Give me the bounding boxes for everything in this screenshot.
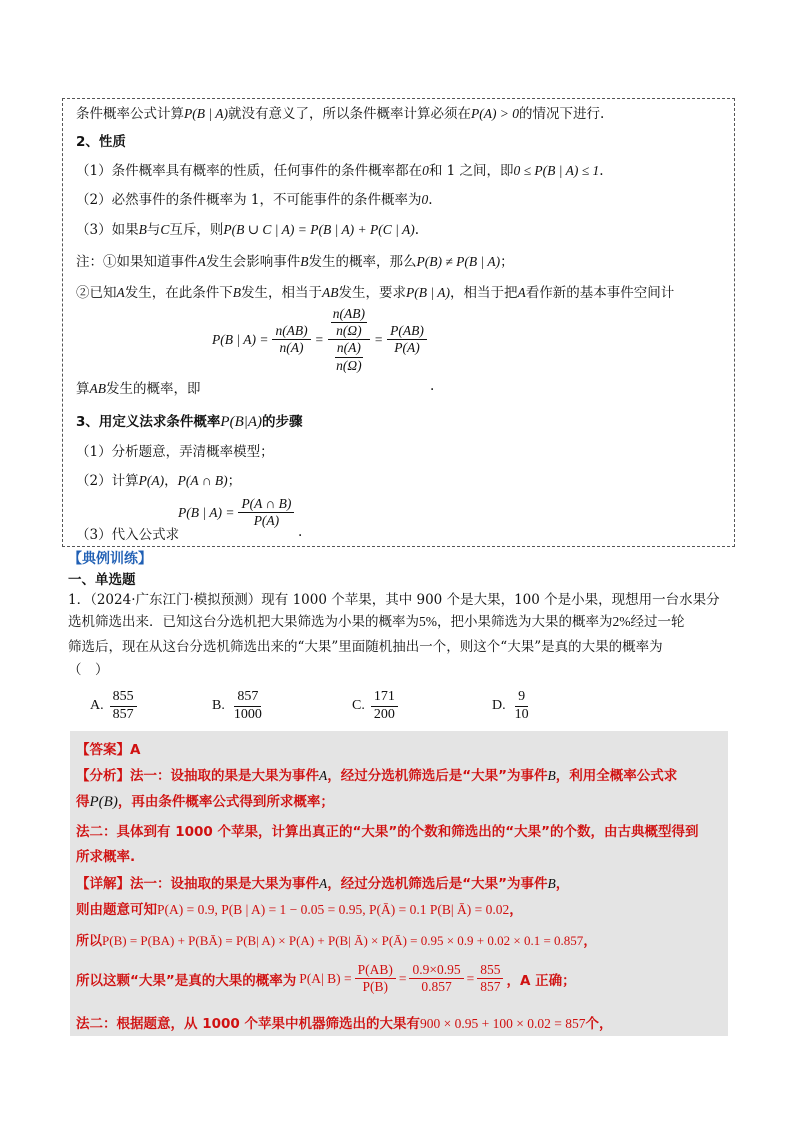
text: 所以这颗“大果”是真的大果的概率为 <box>76 972 297 989</box>
text: 发生会影响事件 <box>205 254 301 270</box>
math: P(B) = P(BA) + P(BĀ) = P(B| A) × P(A) + P(B| Ā) × P(Ā) = 0.95 × 0.9 + 0.02 × 0.1 = 0.857 <box>102 933 584 948</box>
text: （1）条件概率具有概率的性质，任何事件的条件概率都在 <box>76 163 423 179</box>
text: 条件概率公式计算 <box>76 106 184 122</box>
heading-steps <box>76 410 303 431</box>
detail-line-2 <box>76 898 523 918</box>
math: A <box>517 285 526 300</box>
denominator: 10 <box>514 706 529 722</box>
math: A <box>319 876 328 891</box>
denominator: 200 <box>373 706 395 722</box>
step-3: （3）代入公式求 <box>76 527 180 543</box>
numerator: P(AB) <box>387 323 427 340</box>
text: 发生，要求 <box>338 285 406 301</box>
detail-line-1 <box>76 872 569 892</box>
inner-denominator: n(Ω) <box>336 357 362 373</box>
math: A <box>319 768 328 783</box>
text: 发生，在此条件下 <box>124 285 233 301</box>
math: B <box>300 254 309 269</box>
numerator: 171 <box>371 689 398 707</box>
denominator: 857 <box>480 979 501 995</box>
math: 2% <box>612 614 631 629</box>
math: B <box>138 222 147 237</box>
math: 5% <box>419 614 437 629</box>
step-2 <box>76 469 241 489</box>
denominator: P(A) <box>394 340 420 356</box>
question-line-3: 筛选后，现在从这台分选机筛选出来的“大果”里面随机抽出一个，则这个“大果”是真的大果的概率为 <box>68 639 663 655</box>
text: 发生的概率，那么 <box>308 254 417 270</box>
option-fraction <box>512 689 532 724</box>
math: P(A) > 0 <box>470 106 520 121</box>
detail-line-4 <box>76 962 576 995</box>
text: 互斥，则 <box>169 222 224 238</box>
fraction <box>238 496 294 529</box>
numerator: P(A ∩ B) <box>238 496 294 513</box>
text: . <box>428 192 433 208</box>
text: 发生的概率，即 <box>106 381 201 397</box>
math: B <box>232 285 241 300</box>
math: P(B ∪ C | A) = P(B | A) + P(C | A) <box>223 222 415 237</box>
text: ， <box>555 876 570 892</box>
text: （2）必然事件的条件概率为 1，不可能事件的条件概率为 <box>76 192 422 208</box>
denominator: 857 <box>112 706 134 722</box>
text: 的步骤 <box>262 414 303 430</box>
denominator: 1000 <box>233 706 262 722</box>
formula-lhs: P(A| B) = <box>299 970 352 986</box>
step-3-period: . <box>298 524 303 540</box>
text: 经过一轮 <box>630 614 685 630</box>
analysis-line-3: 法二：具体到有 1000 个苹果，计算出真正的“大果”的个数和筛选出的“大果”的个数，由古典概型得到 <box>76 824 699 840</box>
text: ， <box>583 934 597 949</box>
math: 0 <box>422 163 429 178</box>
text: ， <box>509 902 523 918</box>
equals: = <box>374 331 384 347</box>
text: ，再由条件概率公式得到所求概率； <box>117 794 334 810</box>
analysis-line-2 <box>76 790 334 811</box>
denominator: P(B) <box>362 979 388 995</box>
option-a[interactable] <box>90 689 137 724</box>
math: 900 × 0.95 + 100 × 0.02 = 857 <box>419 1016 586 1031</box>
text: 【分析】法一：设抽取的果是大果为事件 <box>76 768 319 784</box>
detail-line-5 <box>76 1012 612 1032</box>
answer-label: 【答案】A <box>76 742 141 758</box>
option-c[interactable] <box>352 689 398 724</box>
math: P(B) <box>89 794 118 810</box>
fraction <box>409 962 463 995</box>
text: （2）计算 <box>76 473 139 489</box>
section-heading: 一、单选题 <box>68 572 136 588</box>
denominator <box>332 340 366 373</box>
property-3 <box>76 218 419 238</box>
option-fraction <box>231 689 265 724</box>
option-fraction <box>110 689 137 724</box>
text: ，A 正确； <box>506 972 576 989</box>
equals: = <box>314 331 324 347</box>
text: 发生，相当于 <box>241 285 322 301</box>
math: P(B) ≠ P(B | A) <box>416 254 501 269</box>
equals: = <box>398 970 407 986</box>
text: 看作新的基本事件空间计 <box>525 285 675 301</box>
section-tag: 【典例训练】 <box>68 551 152 567</box>
formula-lhs: P(B | A) = <box>212 331 269 347</box>
math: P(A) <box>138 473 165 488</box>
note-2 <box>76 281 674 301</box>
text: ，利用全概率公式求 <box>555 768 678 784</box>
text: 则由题意可知 <box>76 902 157 918</box>
math: 0 ≤ P(B | A) ≤ 1 <box>513 163 600 178</box>
option-label: D. <box>492 698 506 714</box>
math: AB <box>322 285 339 300</box>
math: A <box>197 254 206 269</box>
text: 【详解】法一：设抽取的果是大果为事件 <box>76 876 319 892</box>
numerator: 855 <box>110 689 137 707</box>
numerator: 857 <box>234 689 261 707</box>
denominator: n(A) <box>279 340 304 356</box>
fraction <box>387 323 427 356</box>
text: 与 <box>146 222 161 238</box>
analysis-line-1 <box>76 764 677 784</box>
note-1 <box>76 250 514 270</box>
text: . <box>599 163 604 179</box>
text: ，经过分选机筛选后是“大果”为事件 <box>327 768 548 784</box>
text: 法二：根据题意，从 1000 个苹果中机器筛选出的大果有 <box>76 1016 420 1032</box>
numerator <box>328 306 370 340</box>
step-1: （1）分析题意，弄清概率模型； <box>76 444 274 460</box>
text: ，把小果筛选为大果的概率为 <box>437 614 613 630</box>
math: B <box>547 876 556 891</box>
text: 选机筛选出来．已知这台分选机把大果筛选为小果的概率为 <box>68 614 419 630</box>
text: 注：①如果知道事件 <box>76 254 198 270</box>
numerator: 0.9×0.95 <box>409 962 463 979</box>
option-b[interactable] <box>212 689 265 724</box>
math: C <box>160 222 170 237</box>
text: 的情况下进行. <box>519 106 605 122</box>
numerator: 855 <box>477 962 503 979</box>
math: P(B | A) <box>406 285 450 300</box>
text: ②已知 <box>76 285 117 301</box>
compound-fraction <box>328 306 370 374</box>
text: 得 <box>76 794 90 810</box>
text: ， <box>164 473 178 489</box>
fraction <box>355 962 396 995</box>
equals: = <box>466 970 475 986</box>
property-2 <box>76 188 433 208</box>
denominator: P(A) <box>253 513 280 529</box>
step-3-formula <box>178 496 294 529</box>
fraction <box>272 323 310 356</box>
text: 算 <box>76 381 90 397</box>
text: 所以 <box>76 934 103 949</box>
option-d[interactable] <box>492 689 532 724</box>
option-label: C. <box>352 698 365 714</box>
inner-denominator: n(Ω) <box>336 323 362 339</box>
text: . <box>414 222 420 238</box>
math: P(A ∩ B) <box>177 473 228 488</box>
heading-properties: 2、性质 <box>76 134 126 150</box>
box-line-1 <box>76 102 604 122</box>
calc-line <box>76 377 201 397</box>
text: ； <box>227 473 242 489</box>
inner-numerator: n(A) <box>335 340 363 357</box>
property-1 <box>76 159 604 179</box>
conditional-probability-formula <box>212 306 427 374</box>
option-fraction <box>371 689 398 724</box>
question-line-1: 1．（2024·广东江门·模拟预测）现有 1000 个苹果，其中 900 个是大果，100 个是小果，现想用一台水果分 <box>68 592 720 608</box>
math: P(B|A) <box>220 414 263 430</box>
option-label: A. <box>90 698 104 714</box>
math: B <box>547 768 556 783</box>
analysis-line-4: 所求概率. <box>76 849 136 865</box>
math: P(A) = 0.9, P(B | A) = 1 − 0.05 = 0.95, P(Ā) = 0.1 P(B| Ā) = 0.02 <box>157 902 510 917</box>
numerator: P(AB) <box>355 962 396 979</box>
option-label: B. <box>212 698 225 714</box>
text: ，相当于把 <box>449 285 518 301</box>
inner-numerator: n(AB) <box>331 306 367 323</box>
formula-lhs: P(B | A) = <box>178 504 235 520</box>
question-line-2 <box>68 610 685 630</box>
calc-period: . <box>430 378 435 394</box>
text: 就没有意义了，所以条件概率计算必须在 <box>227 106 471 122</box>
numerator: n(AB) <box>272 323 310 340</box>
text: 和 1 之间，即 <box>428 163 514 179</box>
detail-line-3 <box>76 930 596 949</box>
math: A <box>116 285 125 300</box>
text: ； <box>500 254 514 270</box>
denominator: 0.857 <box>421 979 452 995</box>
text: 个， <box>585 1016 613 1032</box>
text: ，经过分选机筛选后是“大果”为事件 <box>327 876 548 892</box>
math: AB <box>89 381 106 396</box>
math: 0 <box>421 192 429 207</box>
math: P(B | A) <box>184 106 228 121</box>
question-line-4: （ ） <box>68 662 109 678</box>
text: 3、用定义法求条件概率 <box>76 414 221 430</box>
text: （3）如果 <box>76 222 139 238</box>
fraction <box>477 962 503 995</box>
numerator: 9 <box>515 689 528 707</box>
